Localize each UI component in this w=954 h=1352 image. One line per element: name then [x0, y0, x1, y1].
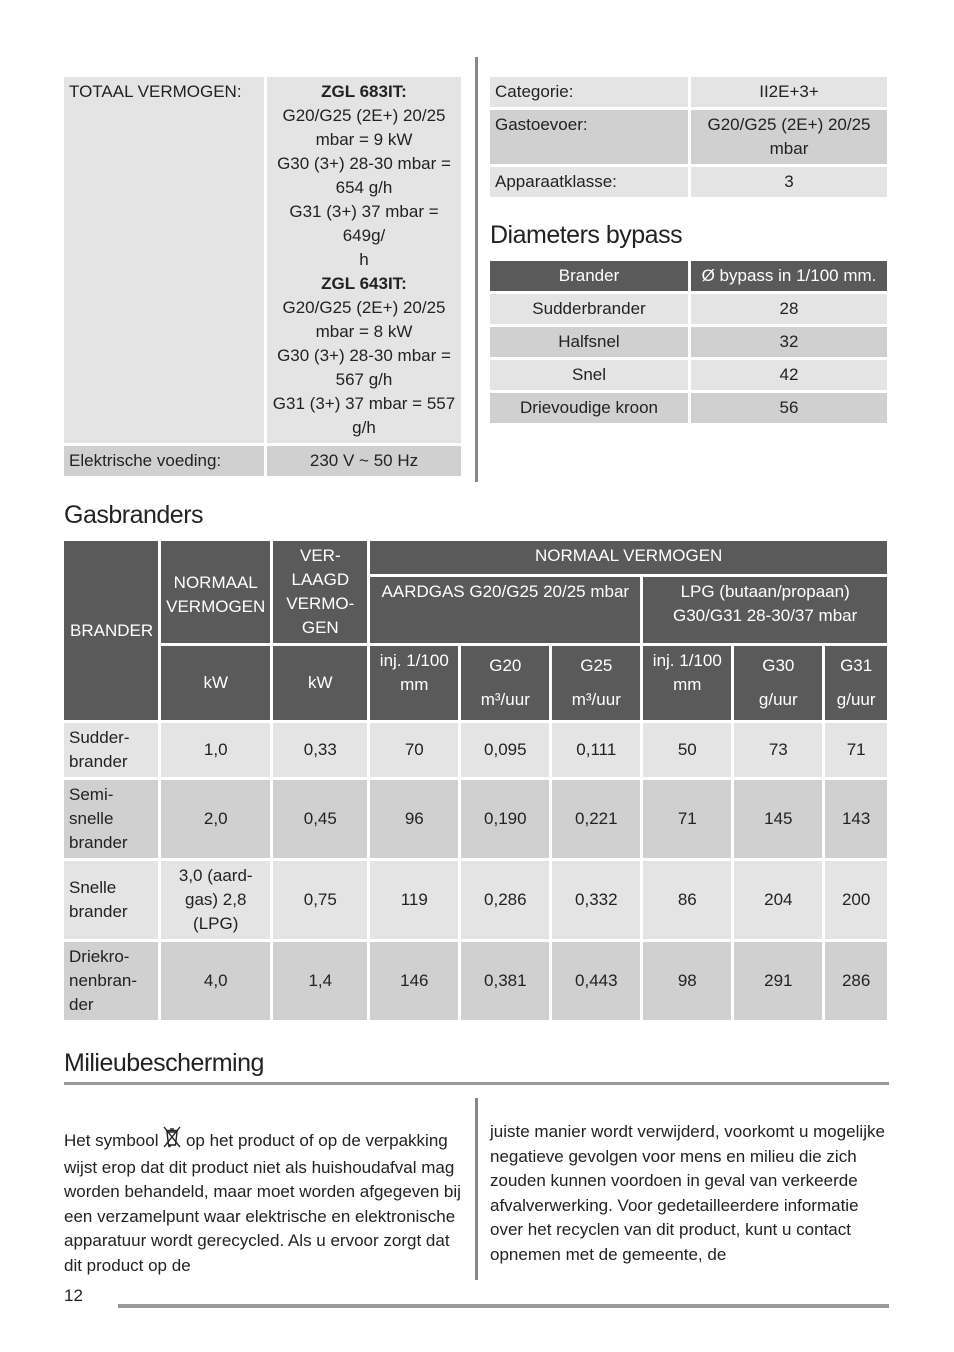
- burner-cell: 4,0: [161, 942, 270, 1020]
- burner-cell: 0,221: [552, 780, 640, 858]
- g20-label: G20: [489, 656, 522, 675]
- burner-cell: 71: [643, 780, 731, 858]
- burner-cell: 98: [643, 942, 731, 1020]
- bypass-header-diameter: Ø bypass in 1/100 mm.: [691, 261, 887, 291]
- model-line: mbar = 8 kW: [315, 322, 413, 341]
- bypass-header-burner: Brander: [490, 261, 688, 291]
- bypass-value: 28: [691, 294, 887, 324]
- model-line: mbar = 9 kW: [315, 130, 413, 149]
- paragraph-text: op het product of op de verpakking wijst erop dat dit product niet als huishoudafval mag worden behandeld, maar moet worden afgegeven bij een verzamelpunt waar elektrische en elektronische apparatuur wordt gerecycled. Als u ervoor zorgt dat dit product op de: [64, 1131, 461, 1275]
- model-line: G30 (3+) 28-30 mbar =: [277, 154, 451, 173]
- burner-cell: 204: [734, 861, 822, 939]
- bypass-burner: Drievoudige kroon: [490, 393, 688, 423]
- bypass-value: 42: [691, 360, 887, 390]
- burners-heading: Gasbranders: [64, 501, 204, 529]
- column-divider-top: [475, 57, 478, 482]
- environment-heading-rule: [64, 1082, 889, 1085]
- bypass-table: [487, 258, 890, 426]
- model-line: g/h: [352, 418, 376, 437]
- g25-label: G25: [580, 656, 613, 675]
- burner-cell: 0,45: [273, 780, 367, 858]
- unit-g25: [552, 646, 640, 720]
- burner-name: Sudder- brander: [64, 723, 158, 777]
- supply-label: Elektrische voeding:: [64, 446, 264, 476]
- burners-table: [61, 538, 890, 1023]
- unit-g31: [825, 646, 887, 720]
- burner-cell: 0,381: [461, 942, 549, 1020]
- category-label: Categorie:: [490, 77, 688, 107]
- supply-value: 230 V ~ 50 Hz: [267, 446, 461, 476]
- unit-g30: [734, 646, 822, 720]
- environment-paragraph-left: [64, 1126, 464, 1278]
- paragraph-text: Het symbool: [64, 1131, 159, 1150]
- burner-cell: 2,0: [161, 780, 270, 858]
- page-number: 12: [64, 1286, 83, 1305]
- burner-name: Semi- snelle brander: [64, 780, 158, 858]
- header-normal-power: NORMAAL VERMOGEN: [161, 541, 270, 643]
- burner-cell: 0,190: [461, 780, 549, 858]
- burner-name: Snelle brander: [64, 861, 158, 939]
- g30-unit: g/uur: [758, 690, 798, 709]
- burner-cell: 146: [370, 942, 458, 1020]
- burner-cell: 1,0: [161, 723, 270, 777]
- burner-cell: 0,095: [461, 723, 549, 777]
- unit-kw: kW: [273, 646, 367, 720]
- burner-cell: 119: [370, 861, 458, 939]
- column-divider-bottom: [475, 1098, 478, 1280]
- burner-cell: 86: [643, 861, 731, 939]
- g30-label: G30: [762, 656, 795, 675]
- bypass-burner: Sudderbrander: [490, 294, 688, 324]
- header-reduced-power: VER- LAAGD VERMO- GEN: [273, 541, 367, 643]
- model-line: G30 (3+) 28-30 mbar =: [277, 346, 451, 365]
- appliance-class-label: Apparaatklasse:: [490, 167, 688, 197]
- model-name: ZGL 643IT:: [321, 274, 407, 293]
- category-table: [487, 74, 890, 200]
- bypass-heading: Diameters bypass: [490, 221, 683, 249]
- burner-cell: 50: [643, 723, 731, 777]
- gas-supply-label: Gastoevoer:: [490, 110, 688, 164]
- g25-unit: m³/uur: [571, 690, 621, 709]
- burner-cell: 0,33: [273, 723, 367, 777]
- burner-cell: 0,111: [552, 723, 640, 777]
- burner-cell: 73: [734, 723, 822, 777]
- unit-injector: inj. 1/100 mm: [370, 646, 458, 720]
- environment-paragraph-right: juiste manier wordt verwijderd, voorkomt u mogelijke negatieve gevolgen voor mens en milieu die zich zouden kunnen voordoen in geval van verkeerde afvalverwerking. Voor gedetailleerdere informatie over het recyclen van dit product, kunt u contact opnemen met de gemeente, de: [490, 1122, 885, 1264]
- total-power-label: TOTAAL VERMOGEN:: [64, 77, 264, 443]
- appliance-class-value: 3: [691, 167, 887, 197]
- model-line: G20/G25 (2E+) 20/25: [282, 106, 446, 125]
- crossed-bin-icon: [163, 1126, 181, 1156]
- burner-cell: 0,332: [552, 861, 640, 939]
- g20-unit: m³/uur: [480, 690, 530, 709]
- header-burner: BRANDER: [64, 541, 158, 720]
- unit-injector: inj. 1/100 mm: [643, 646, 731, 720]
- burner-cell: 0,75: [273, 861, 367, 939]
- model-line: h: [359, 250, 369, 269]
- header-normal-power-group: NORMAAL VERMOGEN: [370, 541, 887, 574]
- burner-cell: 3,0 (aard- gas) 2,8 (LPG): [161, 861, 270, 939]
- gas-supply-value: G20/G25 (2E+) 20/25 mbar: [691, 110, 887, 164]
- burner-cell: 291: [734, 942, 822, 1020]
- burner-cell: 70: [370, 723, 458, 777]
- g31-label: G31: [840, 656, 873, 675]
- burner-cell: 145: [734, 780, 822, 858]
- header-natural-gas: AARDGAS G20/G25 20/25 mbar: [370, 577, 640, 643]
- model-line: 654 g/h: [335, 178, 393, 197]
- category-value: II2E+3+: [691, 77, 887, 107]
- burner-cell: 71: [825, 723, 887, 777]
- burner-cell: 1,4: [273, 942, 367, 1020]
- burner-cell: 0,443: [552, 942, 640, 1020]
- burner-cell: 143: [825, 780, 887, 858]
- g31-unit: g/uur: [836, 690, 876, 709]
- unit-g20: [461, 646, 549, 720]
- model-line: G31 (3+) 37 mbar = 649g/: [289, 202, 439, 245]
- footer-rule: [118, 1304, 889, 1308]
- unit-kw: kW: [161, 646, 270, 720]
- model-line: G20/G25 (2E+) 20/25: [282, 298, 446, 317]
- model-line: 567 g/h: [335, 370, 393, 389]
- model-name: ZGL 683IT:: [321, 82, 407, 101]
- bypass-burner: Halfsnel: [490, 327, 688, 357]
- burner-cell: 0,286: [461, 861, 549, 939]
- power-table: [61, 74, 464, 479]
- burner-cell: 200: [825, 861, 887, 939]
- header-lpg: LPG (butaan/propaan) G30/G31 28-30/37 mbar: [643, 577, 887, 643]
- bypass-burner: Snel: [490, 360, 688, 390]
- bypass-value: 56: [691, 393, 887, 423]
- burner-cell: 286: [825, 942, 887, 1020]
- environment-heading: Milieubescherming: [64, 1049, 264, 1077]
- burner-name: Driekro- nenbran- der: [64, 942, 158, 1020]
- burner-cell: 96: [370, 780, 458, 858]
- model-line: G31 (3+) 37 mbar = 557: [272, 394, 456, 413]
- bypass-value: 32: [691, 327, 887, 357]
- total-power-values: [267, 77, 461, 443]
